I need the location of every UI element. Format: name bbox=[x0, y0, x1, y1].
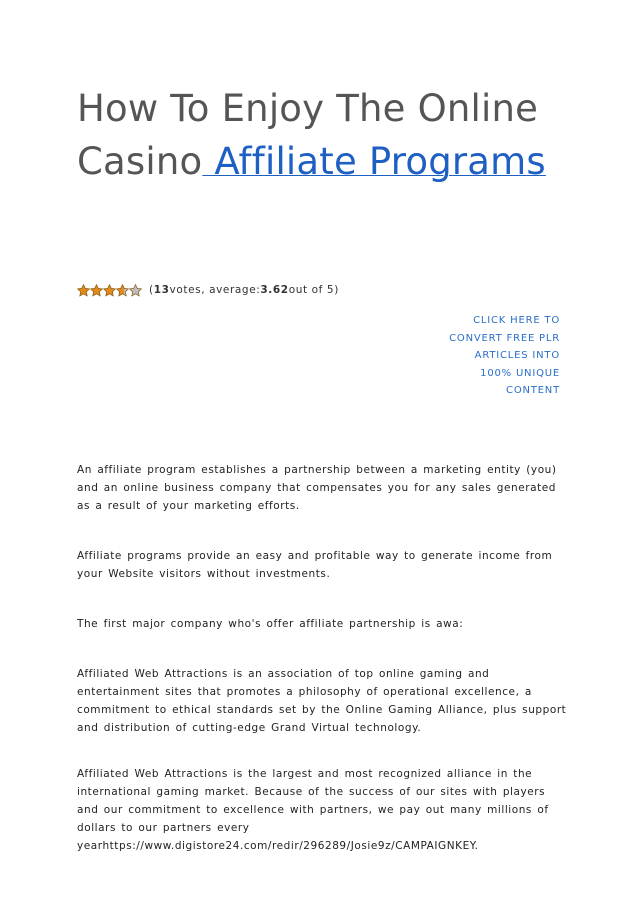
title-affiliate-link[interactable]: Affiliate Programs bbox=[202, 140, 546, 183]
rating-open: ( bbox=[149, 284, 154, 296]
votes-label: votes, average: bbox=[169, 284, 261, 296]
paragraph-1: An affiliate program establishes a partnership between a marketing entity (you) and an online business company that compensates you for any sales generated as a result of your marketing efforts. bbox=[77, 464, 557, 512]
star-icon[interactable] bbox=[103, 284, 116, 297]
vote-count: 13 bbox=[153, 284, 170, 296]
star-icon[interactable] bbox=[90, 284, 103, 297]
rating-bar bbox=[77, 281, 339, 299]
title-text: How To Enjoy The Online Casino bbox=[77, 87, 539, 183]
average-rating: 3.62 bbox=[260, 284, 289, 296]
promo-link[interactable]: CLICK HERE TO CONVERT FREE PLR ARTICLES INTO 100% UNIQUE CONTENT bbox=[449, 315, 560, 396]
article-title bbox=[77, 82, 577, 188]
out-of-label: out of 5) bbox=[288, 284, 339, 296]
star-icon[interactable] bbox=[116, 284, 129, 297]
paragraph-3: The first major company who's offer affiliate partnership is awa: bbox=[77, 618, 464, 630]
star-rating[interactable] bbox=[77, 284, 142, 297]
star-icon[interactable] bbox=[129, 284, 142, 297]
star-icon[interactable] bbox=[77, 284, 90, 297]
paragraph-5: Affiliated Web Attractions is the largest and most recognized alliance in the international gaming market. Because of the success of our sites with players and our commitment to excellence with partners, we pay out many millions of dollars to our partners every yearhttps://www.digistore24.com/redir/296289/Josie9z/CAMPAIGNKEY. bbox=[77, 768, 549, 852]
paragraph-4: Affiliated Web Attractions is an association of top online gaming and entertainment sites that promotes a philosophy of operational excellence, a commitment to ethical standards set by the Online Gaming Alliance, plus support and distribution of cutting-edge Grand Virtual technology. bbox=[77, 668, 567, 734]
paragraph-2: Affiliate programs provide an easy and profitable way to generate income from your Website visitors without investments. bbox=[77, 550, 553, 580]
